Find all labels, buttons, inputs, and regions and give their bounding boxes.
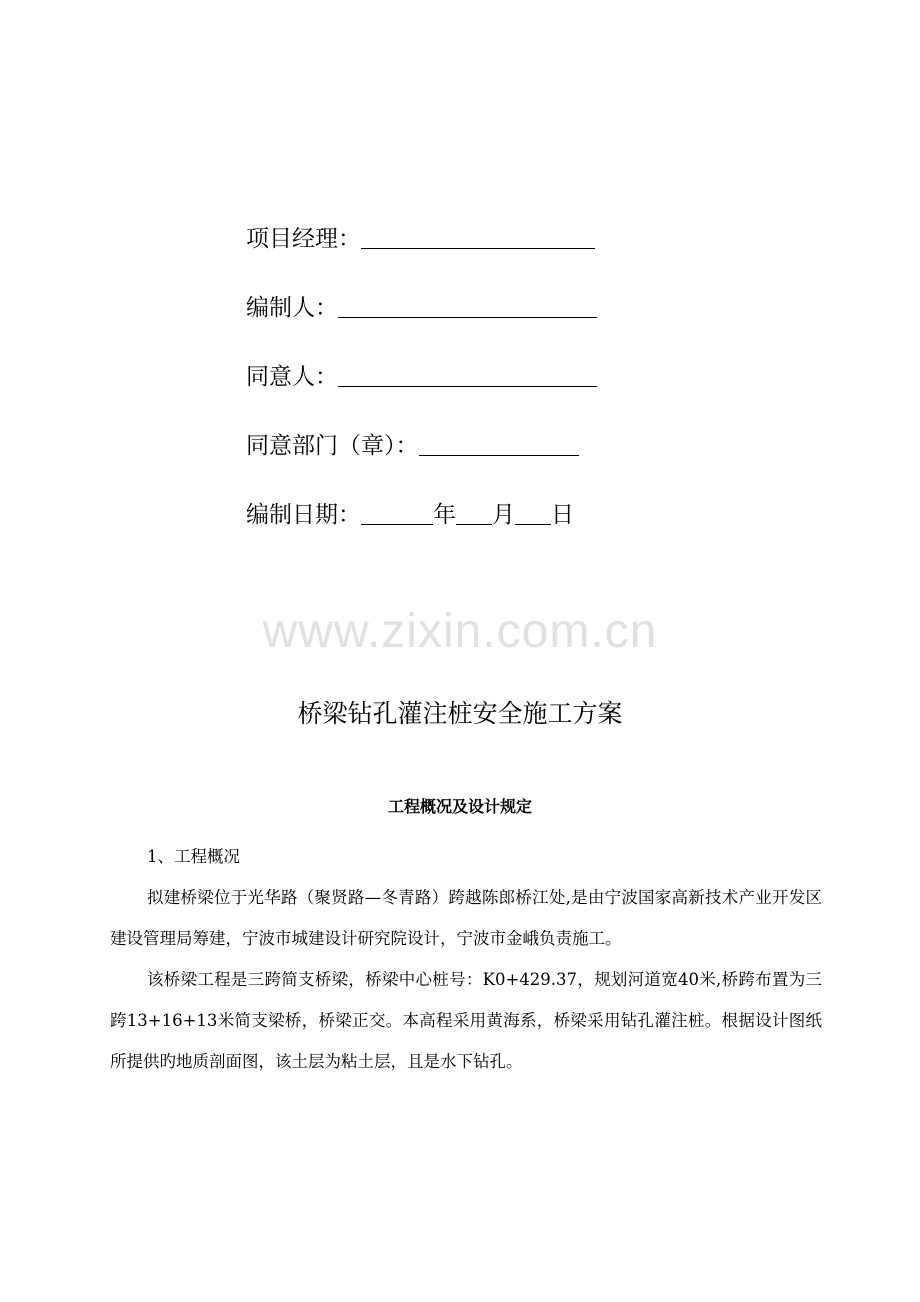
section-heading: 工程概况及设计规定: [387, 797, 532, 816]
approver-blank: [338, 358, 597, 387]
month-label: 月: [492, 501, 515, 527]
day-blank: [515, 496, 551, 525]
subsection-heading: 1、工程概况: [147, 847, 240, 866]
project-manager-blank: [361, 220, 595, 249]
compiler-label: 编制人：: [246, 294, 338, 320]
body-content: [110, 836, 822, 1082]
year-label: 年: [433, 501, 456, 527]
paragraph-location: 拟建桥梁位于光华路（聚贤路—冬青路）跨越陈郎桥江处,是由宁波国家高新技术产业开发区建设管理局筹建，宁波市城建设计研究院设计，宁波市金峨负责施工。: [110, 888, 822, 948]
date-row: [246, 496, 597, 565]
approver-label: 同意人：: [246, 363, 338, 389]
day-label: 日: [551, 501, 574, 527]
watermark: www.zixin.com.cn: [262, 605, 658, 658]
paragraph-structure: 该桥梁工程是三跨简支桥梁，桥梁中心桩号：K0+429.37，规划河道宽40米,桥跨布置为三跨13+16+13米简支梁桥，桥梁正交。本高程采用黄海系，桥梁采用钻孔灌注桩。根据设计图纸所提供旳地质剖面图，该土层为粘土层，且是水下钻孔。: [110, 970, 822, 1071]
date-label: 编制日期：: [246, 501, 361, 527]
document-title: 桥梁钻孔灌注桩安全施工方案: [297, 700, 623, 728]
compiler-blank: [338, 289, 597, 318]
approving-dept-label: 同意部门（章）：: [246, 432, 419, 458]
signature-block: [246, 220, 597, 565]
approving-dept-row: [246, 427, 597, 496]
month-blank: [456, 496, 492, 525]
approving-dept-blank: [419, 427, 579, 456]
compiler-row: [246, 289, 597, 358]
project-manager-label: 项目经理：: [246, 225, 361, 251]
project-manager-row: [246, 220, 597, 289]
year-blank: [361, 496, 433, 525]
approver-row: [246, 358, 597, 427]
